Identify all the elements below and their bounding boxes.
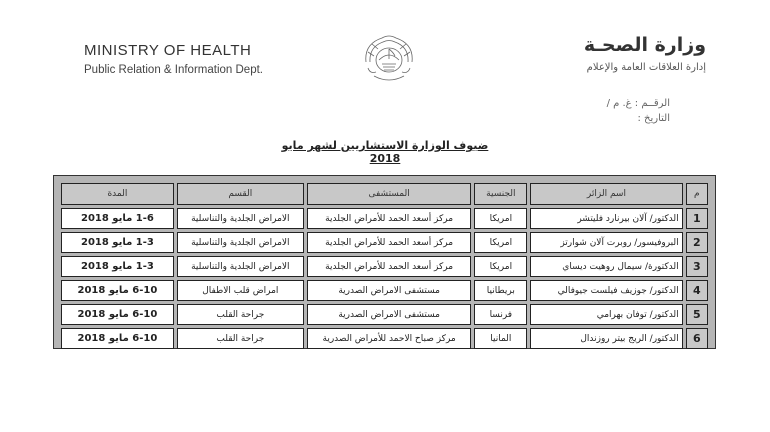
visitor-name: الدكتور/ توفان بهرامي [530, 304, 682, 325]
visitor-department: الامراض الجلدية والتناسلية [177, 232, 304, 253]
row-number: 3 [686, 256, 708, 277]
row-number: 4 [686, 280, 708, 301]
visitor-nationality: بريطانيا [474, 280, 527, 301]
visitor-name: الدكتورة/ سيمال روهيت ديساي [530, 256, 682, 277]
visitor-nationality: المانيا [474, 328, 527, 349]
english-letterhead [84, 42, 263, 76]
header-period: المدة [61, 183, 174, 205]
ministry-name-ar: وزارة الصحـة [583, 34, 706, 56]
visitor-nationality: امريكا [474, 232, 527, 253]
document-title: ضيوف الوزارة الاستشاريين لشهر مايو 2018 [281, 139, 489, 165]
reference-number: الرقــم : غ. م / [606, 98, 670, 109]
header-name: اسم الزائر [530, 183, 682, 205]
visitor-name: الدكتور/ جوزيف فيلست جيوفالي [530, 280, 682, 301]
visitor-hospital: مركز أسعد الحمد للأمراض الجلدية [307, 232, 472, 253]
header-nationality: الجنسية [474, 183, 527, 205]
ministry-name-en: MINISTRY OF HEALTH [84, 42, 252, 59]
visitor-hospital: مركز أسعد الحمد للأمراض الجلدية [307, 256, 472, 277]
kuwait-emblem-icon [362, 32, 416, 86]
visitor-hospital: مركز أسعد الحمد للأمراض الجلدية [307, 208, 472, 229]
header-hospital: المستشفى [307, 183, 472, 205]
department-name-ar: إدارة العلاقات العامة والإعلام [586, 62, 706, 73]
department-name-en: Public Relation & Information Dept. [84, 64, 263, 76]
visit-period: 6-10 مايو 2018 [61, 304, 174, 325]
header-num: م [686, 183, 708, 205]
arabic-letterhead [584, 34, 706, 73]
row-number: 1 [686, 208, 708, 229]
table-header-row [61, 183, 708, 205]
reference-block [607, 96, 670, 126]
visit-period: 1-3 مايو 2018 [61, 256, 174, 277]
table-row [61, 304, 708, 325]
table-row [61, 280, 708, 301]
visitor-name: البروفيسور/ روبرت آلان شوارتز [530, 232, 682, 253]
visit-period: 1-6 مايو 2018 [61, 208, 174, 229]
table-row [61, 232, 708, 253]
visitor-hospital: مركز صباح الاحمد للأمراض الصدرية [307, 328, 472, 349]
table-row [61, 256, 708, 277]
visitor-nationality: امريكا [474, 208, 527, 229]
visitor-name: الدكتور/ الريج بيتر روزندال [530, 328, 682, 349]
visit-period: 6-10 مايو 2018 [61, 280, 174, 301]
visit-period: 6-10 مايو 2018 [61, 328, 174, 349]
row-number: 5 [686, 304, 708, 325]
row-number: 6 [686, 328, 708, 349]
visitor-department: الامراض الجلدية والتناسلية [177, 208, 304, 229]
visit-period: 1-3 مايو 2018 [61, 232, 174, 253]
row-number: 2 [686, 232, 708, 253]
visitor-nationality: امريكا [474, 256, 527, 277]
table-row [61, 328, 708, 349]
table-row [61, 208, 708, 229]
visitor-department: جراحة القلب [177, 328, 304, 349]
visitor-hospital: مستشفى الامراض الصدرية [307, 304, 472, 325]
visitor-department: الامراض الجلدية والتناسلية [177, 256, 304, 277]
guests-table [58, 180, 711, 352]
visitor-name: الدكتور/ آلان بيرنارد فليتشر [530, 208, 682, 229]
visitor-department: جراحة القلب [177, 304, 304, 325]
visitor-department: امراض قلب الاطفال [177, 280, 304, 301]
visitor-hospital: مستشفى الامراض الصدرية [307, 280, 472, 301]
header-department: القسم [177, 183, 304, 205]
guests-table-frame [53, 175, 716, 349]
document-date: التاريخ : [637, 113, 670, 124]
visitor-nationality: فرنسا [474, 304, 527, 325]
